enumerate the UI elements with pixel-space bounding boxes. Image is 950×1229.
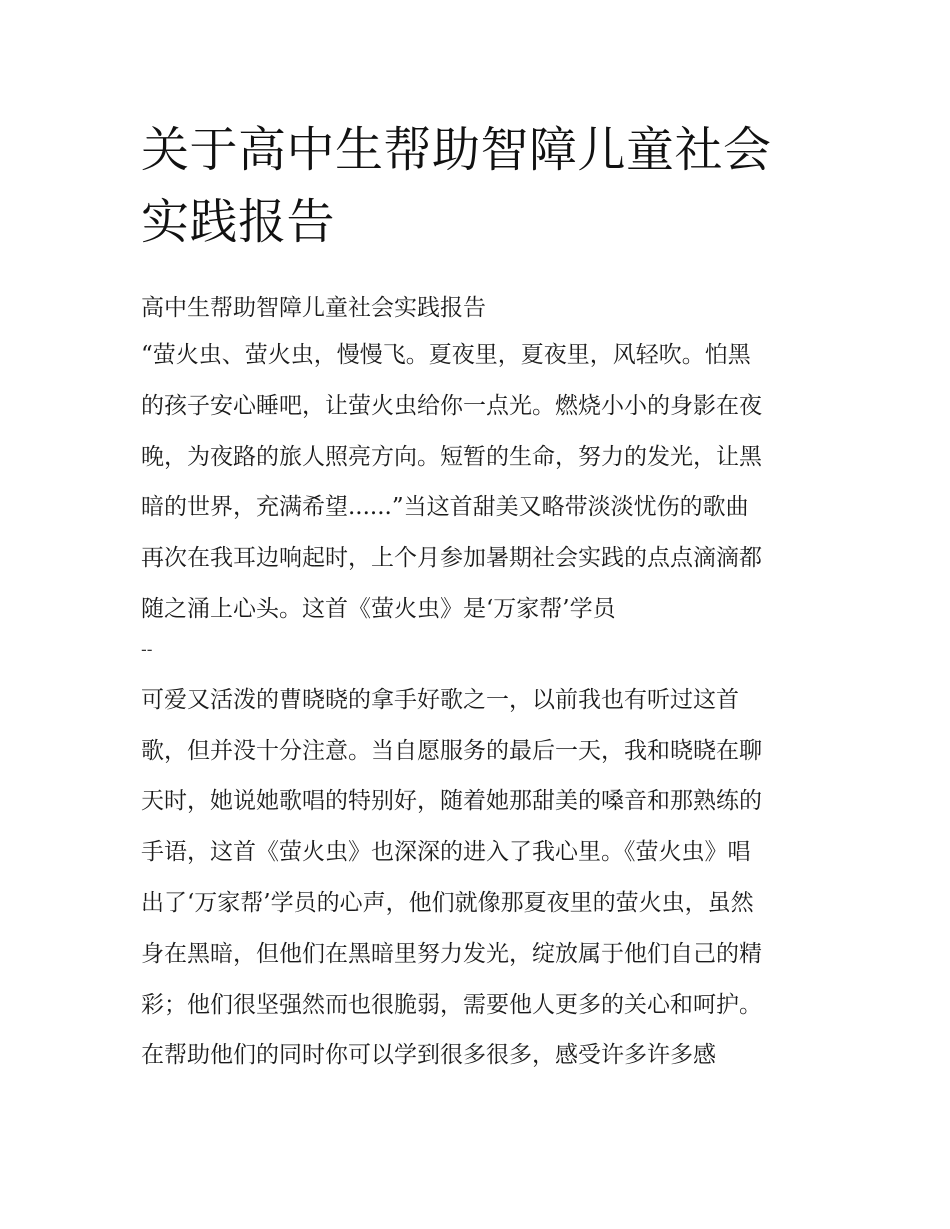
paragraph-1: [141, 330, 821, 635]
page-break-separator: --: [141, 639, 153, 659]
paragraph-1-line: 再次在我耳边响起时，上个月参加暑期社会实践的点点滴滴都: [141, 545, 762, 572]
paragraph-2-line: 手语，这首《萤火虫》也深深的进入了我心里。《萤火虫》唱: [141, 839, 751, 866]
paragraph-2-line: 歌，但并没十分注意。当自愿服务的最后一天，我和晓晓在聊: [141, 737, 762, 764]
document-title: [141, 114, 821, 258]
paragraph-1-line: 的孩子安心睡吧，让萤火虫给你一点光。燃烧小小的身影在夜: [141, 392, 762, 419]
document-subtitle: 高中生帮助智障儿童社会实践报告: [141, 295, 486, 321]
paragraph-2-line: 出了‘万家帮’学员的心声，他们就像那夏夜里的萤火虫，虽然: [141, 889, 754, 916]
paragraph-2-line: 在帮助他们的同时你可以学到很多很多，感受许多许多感: [141, 1042, 716, 1069]
paragraph-1-line: 暗的世界，充满希望......”当这首甜美又略带淡淡忧伤的歌曲: [141, 494, 749, 521]
paragraph-1-line: “萤火虫、萤火虫，慢慢飞。夏夜里，夏夜里，风轻吹。怕黑: [141, 342, 751, 368]
paragraph-2-line: 天时，她说她歌唱的特别好，随着她那甜美的嗓音和那熟练的: [141, 788, 762, 815]
document-content: [141, 114, 821, 1081]
title-line-1: 关于高中生帮助智障儿童社会: [141, 122, 772, 178]
document-body: [141, 286, 821, 1081]
paragraph-2: [141, 675, 821, 1081]
paragraph-1-line: 随之涌上心头。这首《萤火虫》是‘万家帮’学员: [141, 595, 616, 622]
paragraph-1-line: 晚，为夜路的旅人照亮方向。短暂的生命，努力的发光，让黑: [141, 443, 762, 470]
paragraph-2-line: 身在黑暗，但他们在黑暗里努力发光，绽放属于他们自己的精: [141, 940, 762, 967]
paragraph-2-line: 可爱又活泼的曹晓晓的拿手好歌之一，以前我也有听过这首: [141, 686, 739, 713]
title-line-2: 实践报告: [141, 194, 336, 250]
paragraph-2-line: 彩；他们很坚强然而也很脆弱，需要他人更多的关心和呵护。: [141, 991, 762, 1018]
